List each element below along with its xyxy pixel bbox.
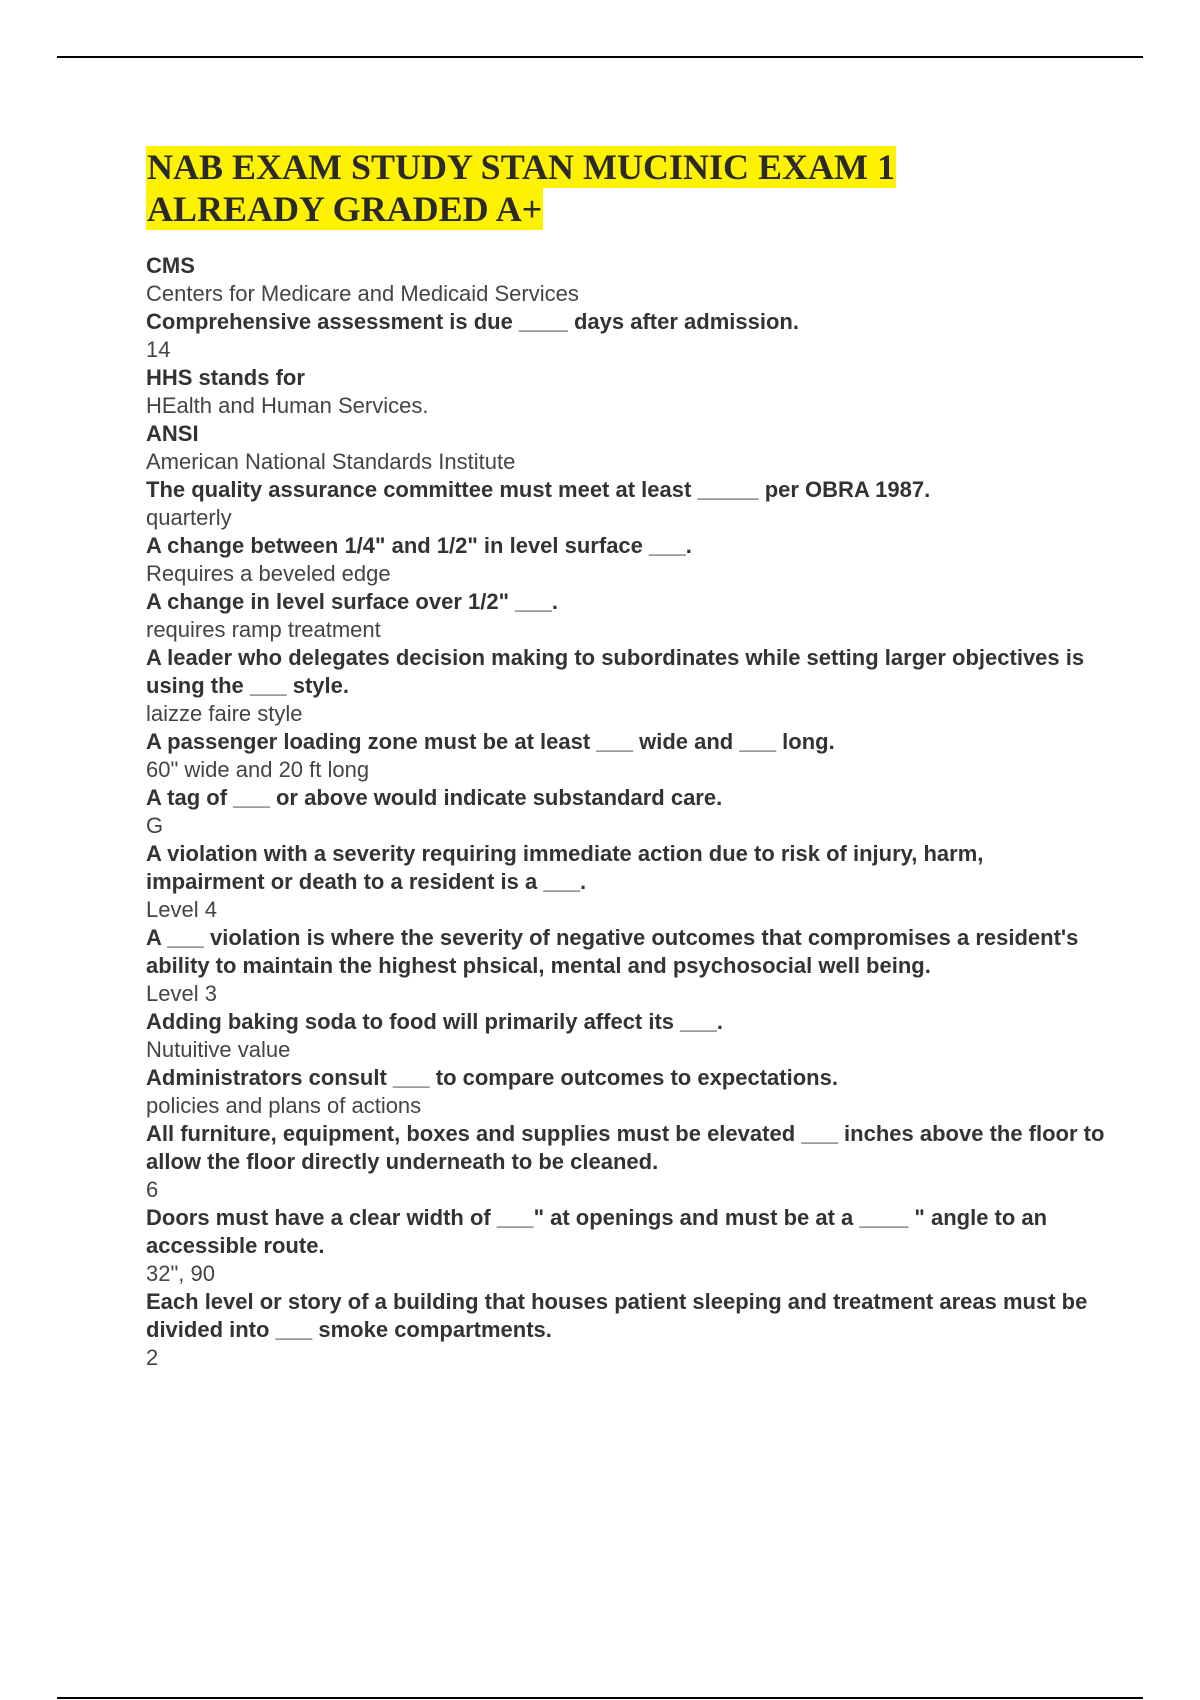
answer-text: American National Standards Institute (146, 449, 516, 474)
qa-item (146, 420, 1106, 476)
qa-item (146, 532, 1106, 588)
document-body (146, 146, 1106, 1372)
answer-text: 6 (146, 1177, 159, 1202)
answer-text: Requires a beveled edge (146, 561, 391, 586)
question-text: A leader who delegates decision making to subordinates while setting larger objectives is using the ___ style. (146, 645, 1085, 698)
question-text: Administrators consult ___ to compare outcomes to expectations. (146, 1065, 838, 1090)
qa-item (146, 1204, 1106, 1288)
answer-text: Centers for Medicare and Medicaid Services (146, 281, 579, 306)
qa-item (146, 644, 1106, 728)
bottom-divider (57, 1697, 1143, 1699)
title-line: ALREADY GRADED A+ (147, 189, 543, 229)
qa-item (146, 728, 1106, 784)
answer-text: laizze faire style (146, 701, 303, 726)
question-text: Each level or story of a building that houses patient sleeping and treatment areas must be divided into ___ smoke compartments. (146, 1289, 1088, 1342)
answer-text: Level 4 (146, 897, 217, 922)
answer-text: Nutuitive value (146, 1037, 291, 1062)
qa-item (146, 1008, 1106, 1064)
question-text: Adding baking soda to food will primarily affect its ___. (146, 1009, 723, 1034)
question-text: ANSI (146, 421, 199, 446)
question-answer-list (146, 252, 1106, 1372)
question-text: HHS stands for (146, 365, 305, 390)
question-text: A passenger loading zone must be at least ___ wide and ___ long. (146, 729, 835, 754)
answer-text: 60" wide and 20 ft long (146, 757, 370, 782)
answer-text: 2 (146, 1345, 159, 1370)
answer-text: Level 3 (146, 981, 217, 1006)
qa-item (146, 364, 1106, 420)
answer-text: 14 (146, 337, 171, 362)
title-line: NAB EXAM STUDY STAN MUCINIC EXAM 1 (147, 147, 896, 187)
answer-text: quarterly (146, 505, 232, 530)
answer-text: policies and plans of actions (146, 1093, 422, 1118)
answer-text: requires ramp treatment (146, 617, 381, 642)
qa-item (146, 784, 1106, 840)
question-text: Comprehensive assessment is due ____ days after admission. (146, 309, 799, 334)
question-text: All furniture, equipment, boxes and supplies must be elevated ___ inches above the floor to allow the floor directly underneath to be cleaned. (146, 1121, 1105, 1174)
question-text: A change between 1/4" and 1/2" in level surface ___. (146, 533, 692, 558)
question-text: A violation with a severity requiring immediate action due to risk of injury, harm, impairment or death to a resident is a ___. (146, 841, 984, 894)
question-text: Doors must have a clear width of ___" at openings and must be at a ____ " angle to an accessible route. (146, 1205, 1048, 1258)
qa-item (146, 1288, 1106, 1372)
question-text: A ___ violation is where the severity of negative outcomes that compromises a resident's ability to maintain the highest phsical, mental and psychosocial well being. (146, 925, 1079, 978)
question-text: The quality assurance committee must meet at least _____ per OBRA 1987. (146, 477, 931, 502)
qa-item (146, 476, 1106, 532)
answer-text: 32", 90 (146, 1261, 215, 1286)
answer-text: G (146, 813, 164, 838)
qa-item (146, 588, 1106, 644)
qa-item (146, 308, 1106, 364)
qa-item (146, 840, 1106, 924)
qa-item (146, 924, 1106, 1008)
qa-item (146, 1064, 1106, 1120)
answer-text: HEalth and Human Services. (146, 393, 429, 418)
qa-item (146, 1120, 1106, 1204)
question-text: A change in level surface over 1/2" ___. (146, 589, 558, 614)
qa-item (146, 252, 1106, 308)
top-divider (57, 56, 1143, 58)
question-text: A tag of ___ or above would indicate substandard care. (146, 785, 723, 810)
document-title (146, 146, 1106, 230)
question-text: CMS (146, 253, 195, 278)
